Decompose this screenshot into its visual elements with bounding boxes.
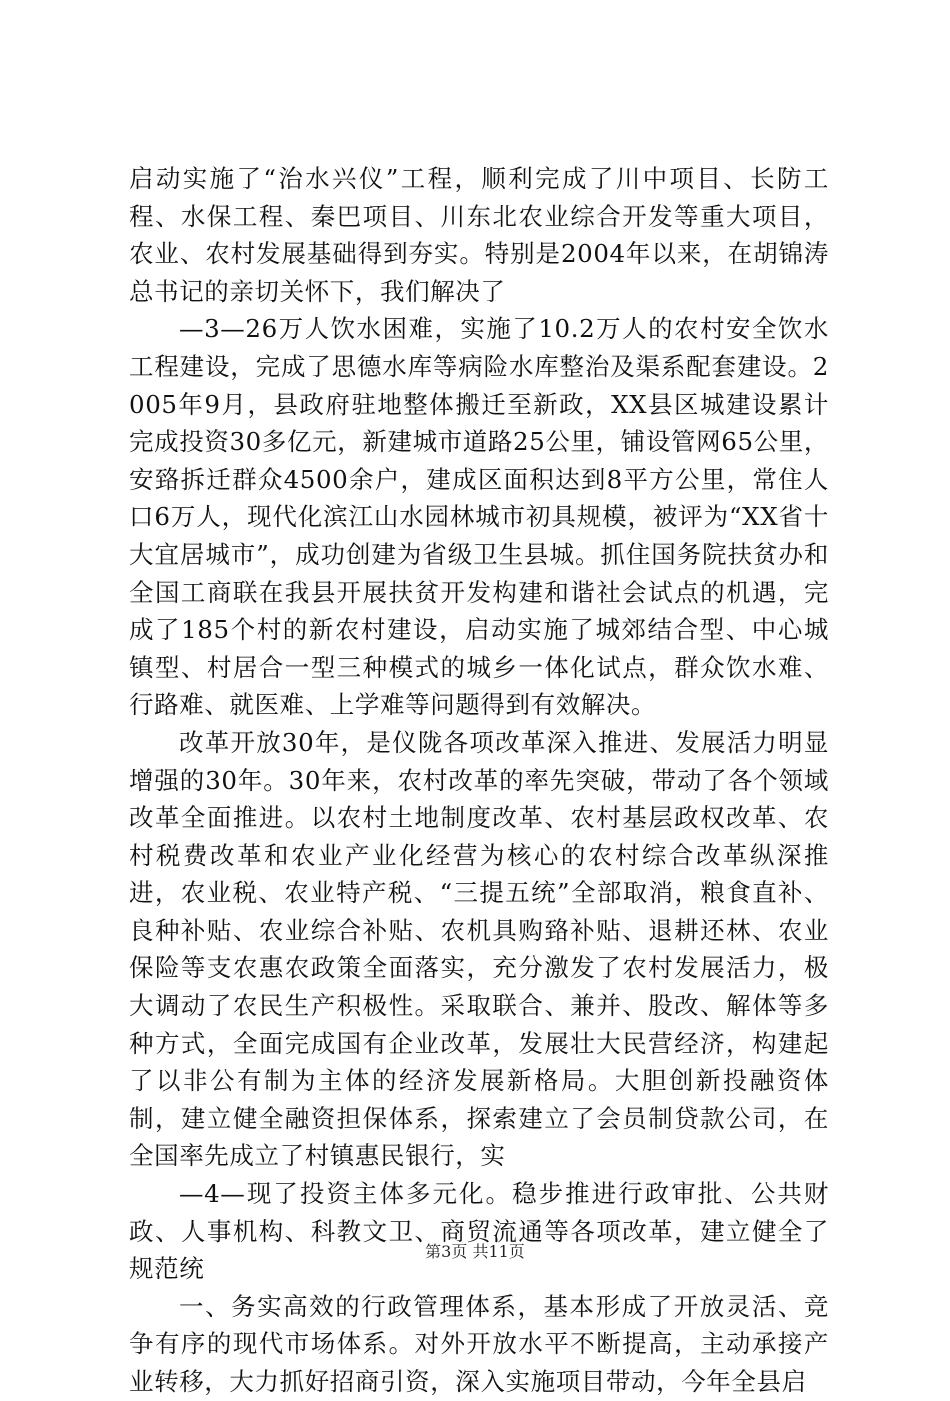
body-paragraph-2: —3—26万人饮水困难，实施了10.2万人的农村安全饮水工程建设，完成了思德水库等病险水库整治及渠系配套建设。2005年9月，县政府驻地整体搬迁至新政，XX县区城建设累计完成投资30多亿元，新建城市道路25公里，铺设管网65公里，安臵拆迁群众4500余户，建成区面积达到8平方公里，常住人口6万人，现代化滨江山水园林城市初具规模，被评为“XX省十大宜居城市”，成功创建为省级卫生县城。抓住国务院扶贫办和全国工商联在我县开展扶贫开发构建和谐社会试点的机遇，完成了185个村的新农村建设，启动实施了城郊结合型、中心城镇型、村居合一型三种模式的城乡一体化试点，群众饮水难、行路难、就医难、上学难等问题得到有效解决。 <box>129 314 829 720</box>
body-paragraph-1: 启动实施了“治水兴仪”工程，顺利完成了川中项目、长防工程、水保工程、秦巴项目、川东北农业综合开发等重大项目，农业、农村发展基础得到夯实。特别是2004年以来，在胡锦涛总书记的亲切关怀下，我们解决了 <box>129 164 829 306</box>
body-paragraph-4: —4—现了投资主体多元化。稳步推进行政审批、公共财政、人事机构、科教文卫、商贸流通等各项改革，建立健全了规范统 <box>129 1179 829 1284</box>
body-paragraph-5: 一、务实高效的行政管理体系，基本形成了开放灵活、竞争有序的现代市场体系。对外开放水平不断提高，主动承接产业转移，大力抓好招商引资，深入实施项目带动，今年全县启 <box>129 1291 829 1396</box>
document-body <box>129 160 829 1401</box>
body-paragraph-3: 改革开放30年，是仪陇各项改革深入推进、发展活力明显增强的30年。30年来，农村改革的率先突破，带动了各个领域改革全面推进。以农村土地制度改革、农村基层政权改革、农村税费改革和农业产业化经营为核心的农村综合改革纵深推进，农业税、农业特产税、“三提五统”全部取消，粮食直补、良种补贴、农业综合补贴、农机具购臵补贴、退耕还林、农业保险等支农惠农政策全面落实，充分激发了农村发展活力，极大调动了农民生产积极性。采取联合、兼并、股改、解体等多种方式，全面完成国有企业改革，发展壮大民营经济，构建起了以非公有制为主体的经济发展新格局。大胆创新投融资体制，建立健全融资担保体系，探索建立了会员制贷款公司，在全国率先成立了村镇惠民银行，实 <box>129 727 829 1171</box>
page-number-footer: 第3页 共11页 <box>425 1242 525 1261</box>
